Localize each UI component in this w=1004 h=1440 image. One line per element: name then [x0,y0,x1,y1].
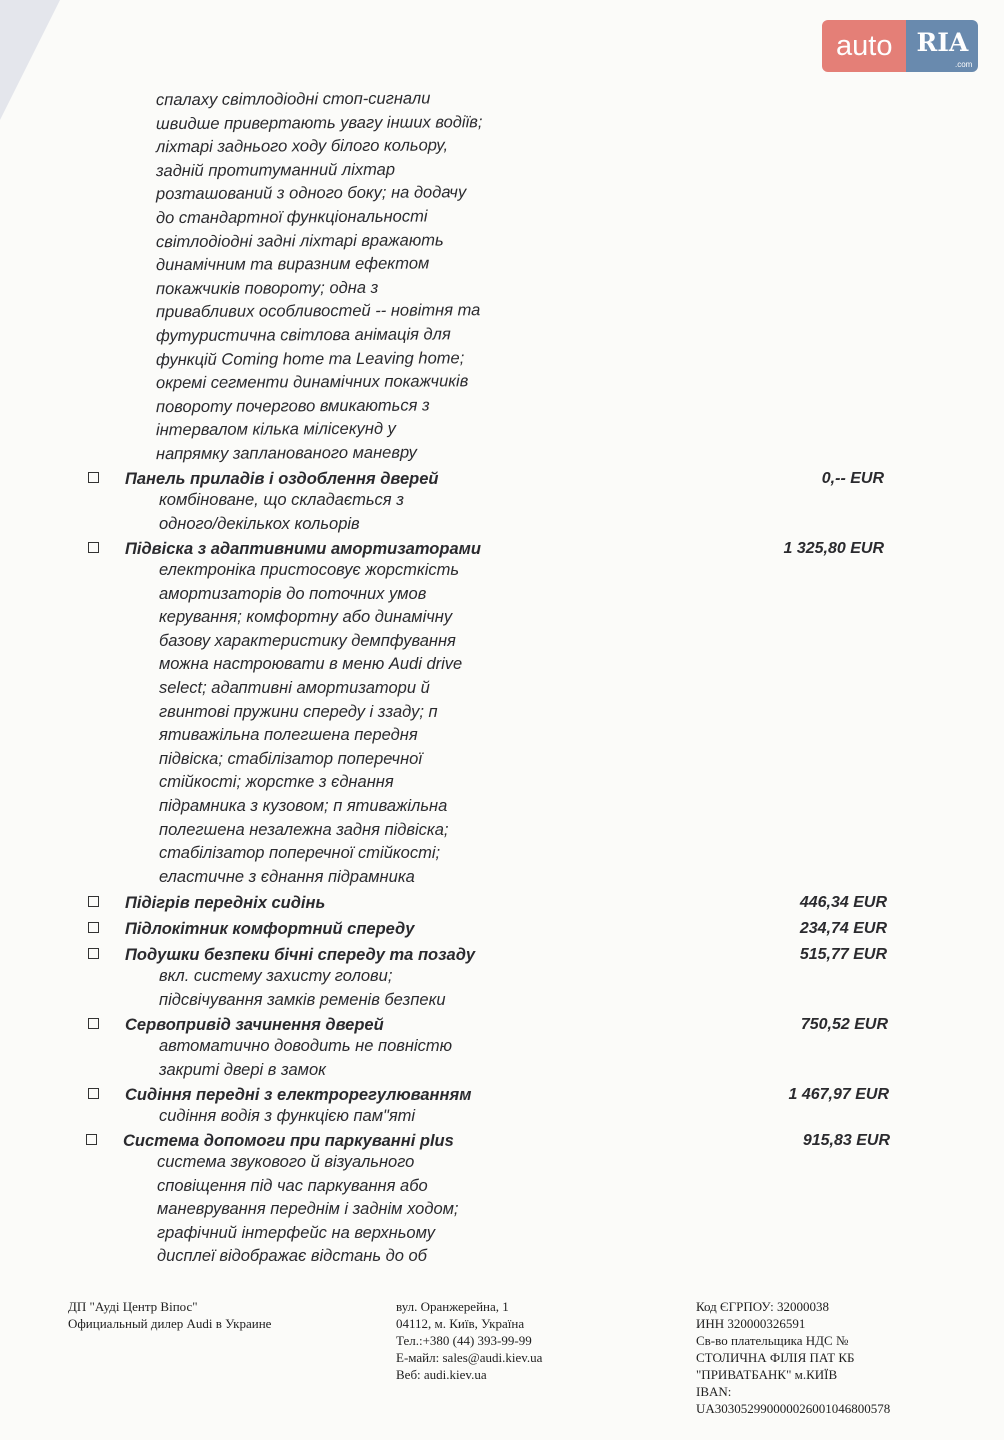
option-item-electric-front-seats [88,1086,908,1129]
option-desc-line: закриті двері в замок [159,1060,326,1079]
option-price: 0,-- EUR [821,470,884,487]
footer-address-line: вул. Оранжерейна, 1 [396,1299,509,1314]
checkbox-icon [88,948,99,959]
option-item-front-seat-heating [88,894,908,913]
option-price: 1 325,80 EUR [783,540,884,557]
footer-bank-block [696,1298,890,1417]
checkbox-icon [86,1134,97,1145]
option-desc-line: підрамника з кузовом; п ятиважільна [159,796,448,815]
footer-bank-line: UA303052990000026001046800578 [696,1401,891,1416]
intro-line: окремі сегменти динамічних покажчиків [155,372,469,393]
option-desc-line: сидіння водія з функцією пам"яті [159,1107,416,1125]
intro-line: розташований з одного боку; на додачу [155,183,467,204]
footer-address-line: Тел.:+380 (44) 393-99-99 [396,1333,532,1348]
footer-bank-line: ИНН 320000326591 [696,1316,806,1331]
option-desc-line: ятиважільна полегшена передня [159,726,418,745]
option-desc-line: стійкості; жорстке з єднання [159,773,394,792]
option-desc-line: вкл. систему захисту голови; [159,967,393,985]
intro-line: світлодіодні задні ліхтарі вражають [155,230,444,251]
option-title: Підігрів передніх сидінь [125,894,326,912]
option-item-instrument-panel [88,470,908,536]
page-corner-shadow [0,0,60,120]
option-item-parking-assist-plus [86,1132,906,1269]
footer-bank-line: Код ЄГРПОУ: 32000038 [696,1299,829,1314]
intro-line: привабливих особливостей -- новітня та [155,301,481,322]
option-desc-line: керування; комфортну або динамічну [159,608,453,627]
footer-company-line: ДП "Ауді Центр Віпос" [68,1299,198,1314]
option-item-adaptive-suspension [88,540,908,889]
option-title: Сидіння передні з електрорегулюванням [125,1086,472,1104]
intro-description-block [156,88,536,466]
option-item-front-armrest [88,920,908,939]
intro-line: футуристична світлова анімація для [155,325,451,346]
option-desc-line: амортизаторів до поточних умов [159,584,427,603]
option-desc-line: стабілізатор поперечної стійкості; [159,844,441,863]
footer-bank-line: Св-во плательщика НДС № [696,1333,849,1348]
checkbox-icon [88,1018,99,1029]
option-price: 750,52 EUR [800,1016,888,1033]
option-price: 1 467,97 EUR [788,1086,889,1103]
option-price: 915,83 EUR [802,1132,890,1149]
footer-company-line: Официальный дилер Audi в Украине [68,1316,272,1331]
option-desc-line: підсвічування замків ременів безпеки [159,990,446,1009]
intro-line: спалаху світлодіодні стоп-сигнали [155,89,431,110]
option-desc-line: електроніка пристосовує жорсткість [159,561,460,579]
intro-line: напрямку запланованого маневру [155,443,417,464]
option-desc-line: підвіска; стабілізатор поперечної [159,749,422,768]
watermark-ria-text: RIA .com [906,20,978,72]
option-desc-line: полегшена незалежна задня підвіска; [159,820,449,839]
intro-line: функцій Coming home та Leaving home; [155,348,465,369]
option-item-door-soft-close [88,1016,908,1082]
watermark-com-text: .com [954,60,973,69]
checkbox-icon [88,896,99,907]
option-desc-line: комбіноване, що складається з [159,491,404,509]
option-desc-line: автоматично доводить не повністю [159,1037,453,1055]
intro-line: до стандартної функціональності [155,207,428,228]
footer-bank-line: СТОЛИЧНА ФІЛІЯ ПАТ КБ [696,1350,855,1365]
checkbox-icon [88,922,99,933]
intro-line: ліхтарі заднього ходу білого кольору, [155,136,449,157]
footer-address-line: E-майл: sales@audi.kiev.ua [396,1350,543,1365]
option-desc-line: дисплеї відображає відстань до об [157,1247,427,1266]
footer-bank-line: IBAN: [696,1384,732,1399]
option-desc-line: одного/декількох кольорів [159,514,360,533]
footer-address-line: Веб: audi.kiev.ua [396,1367,487,1382]
intro-line: інтервалом кілька мілісекунд у [155,420,396,440]
option-desc-line: можна настроювати в меню Audi drive [159,655,463,674]
autoria-watermark-logo [822,20,978,72]
footer-company-block [68,1298,271,1332]
footer-address-line: 04112, м. Київ, Україна [396,1316,525,1331]
option-title: Підвіска з адаптивними амортизаторами [125,540,481,558]
watermark-auto-text: auto [822,20,906,72]
option-desc-line: маневрування переднім і заднім ходом; [157,1200,459,1219]
option-desc-line: select; адаптивні амортизатори й [159,678,430,697]
option-title: Подушки безпеки бічні спереду та позаду [125,946,476,964]
option-desc-line: базову характеристику демпфування [159,631,456,650]
option-desc-line: система звукового й візуального [157,1153,415,1171]
option-price: 234,74 EUR [799,920,887,937]
intro-line: покажчиків повороту; одна з [155,278,379,298]
intro-line: повороту почергово вмикаються з [155,396,430,416]
option-price: 446,34 EUR [799,894,887,911]
intro-line: задній протитуманний ліхтар [155,160,396,180]
option-desc-line: еластичне з єднання підрамника [159,867,415,886]
option-price: 515,77 EUR [799,946,887,963]
option-title: Панель приладів і оздоблення дверей [125,470,439,488]
option-desc-line: сповіщення під час паркування або [157,1176,428,1195]
footer-bank-line: "ПРИВАТБАНК" м.КИЇВ [696,1367,838,1382]
checkbox-icon [88,1088,99,1099]
footer-address-block [396,1298,542,1383]
intro-line: динамічним та виразним ефектом [155,254,430,275]
option-title: Сервопривід зачинення дверей [125,1016,384,1034]
option-desc-line: гвинтові пружини спереду і ззаду; п [159,702,438,721]
option-item-side-airbags [88,946,908,1012]
option-desc-line: графічний інтерфейс на верхньому [157,1223,435,1242]
intro-line: швидше привертають увагу інших водіїв; [155,112,483,133]
option-title: Підлокітник комфортний спереду [125,920,415,938]
checkbox-icon [88,472,99,483]
option-title: Система допомоги при паркуванні plus [123,1132,454,1150]
checkbox-icon [88,542,99,553]
